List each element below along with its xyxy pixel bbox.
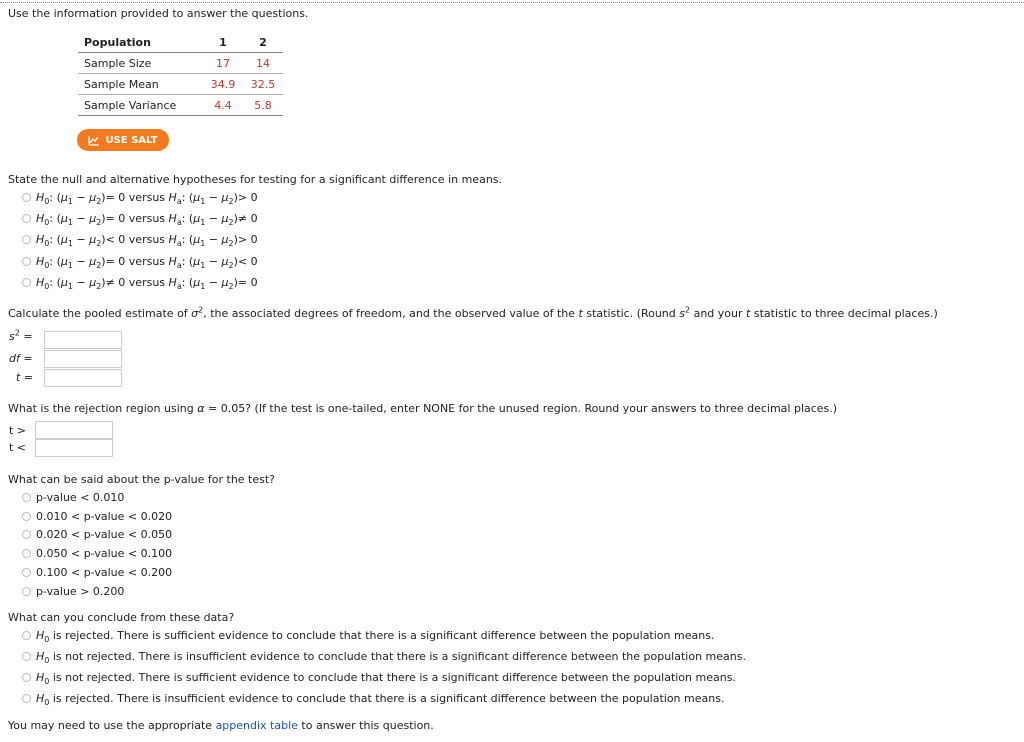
radio-button[interactable]	[22, 214, 31, 223]
table-header: 1	[203, 32, 243, 53]
radio-button[interactable]	[22, 652, 31, 661]
ha-relation: > 0	[237, 233, 258, 246]
versus-word: versus	[128, 191, 166, 204]
conclusion-option[interactable]: $H_0$ is rejected. There is sufficient evidence to conclude that there is a significant difference between the population means.	[22, 629, 714, 642]
radio-button[interactable]	[22, 512, 31, 521]
df-label: df =	[9, 352, 33, 365]
radio-button[interactable]	[22, 694, 31, 703]
cell-value: 32.5	[243, 74, 283, 95]
cell-value: 14	[243, 53, 283, 74]
p-value-option-label: 0.010 < p-value < 0.020	[36, 510, 173, 523]
t-label: t =	[16, 371, 34, 384]
cell-value: 5.8	[243, 95, 283, 116]
p-value-option[interactable]	[22, 547, 172, 560]
radio-button[interactable]	[22, 257, 31, 266]
cell-value: 4.4	[203, 95, 243, 116]
conclusion-option-label: is not rejected. There is insufficient evidence to conclude that there is a significant difference between the population means.	[52, 650, 746, 663]
ha-relation: < 0	[237, 255, 258, 268]
p-value-option[interactable]	[22, 491, 124, 504]
p-value-option[interactable]	[22, 528, 172, 541]
chart-icon	[88, 135, 100, 146]
p-value-option-label: p-value < 0.010	[36, 491, 125, 504]
h0-relation: = 0	[105, 255, 126, 268]
ha-relation: > 0	[237, 191, 258, 204]
hypothesis-option[interactable]: $H_0$: $(\mu_1 - \mu_2)$ = 0 versus $H_a$: $(\mu_1 - \mu_2)$ ≠ 0	[22, 212, 258, 225]
p-value-option-label: 0.020 < p-value < 0.050	[36, 528, 173, 541]
conclusion-option[interactable]: $H_0$ is rejected. There is insufficient evidence to conclude that there is a significant difference between the population means.	[22, 692, 724, 705]
top-divider	[0, 2, 1024, 3]
q4-prompt: What can be said about the p-value for the test?	[8, 473, 276, 486]
table-header: Population	[78, 32, 203, 53]
cell-value: 34.9	[203, 74, 243, 95]
table-row	[78, 95, 283, 116]
p-value-option-label: 0.050 < p-value < 0.100	[36, 547, 173, 560]
hypothesis-option[interactable]: $H_0$: $(\mu_1 - \mu_2)$ < 0 versus $H_a$: $(\mu_1 - \mu_2)$ > 0	[22, 233, 258, 246]
q2-prompt: Calculate the pooled estimate of $\sigma^2$, the associated degrees of freedom, and the observed value of the t statistic. (Round $s^2$ and your t statistic to three decimal places.)	[8, 305, 938, 320]
row-label: Sample Mean	[78, 74, 203, 95]
p-value-option-label: 0.100 < p-value < 0.200	[36, 566, 173, 579]
h0-relation: = 0	[105, 212, 126, 225]
radio-button[interactable]	[22, 587, 31, 596]
versus-word: versus	[128, 233, 166, 246]
ha-relation: ≠ 0	[237, 212, 258, 225]
versus-word: versus	[128, 276, 166, 289]
radio-button[interactable]	[22, 673, 31, 682]
p-value-option[interactable]	[22, 510, 172, 523]
q1-prompt: State the null and alternative hypotheses for testing for a significant difference in means.	[8, 173, 503, 186]
t-greater-label: t >	[9, 424, 27, 437]
versus-word: versus	[128, 212, 166, 225]
row-label: Sample Size	[78, 53, 203, 74]
p-value-option-label: p-value > 0.200	[36, 585, 125, 598]
appendix-table-link[interactable]: appendix table	[215, 719, 298, 732]
ha-relation: = 0	[237, 276, 258, 289]
table-row	[78, 53, 283, 74]
df-input[interactable]	[44, 350, 122, 368]
h0-relation: = 0	[105, 191, 126, 204]
h0-relation: ≠ 0	[105, 276, 126, 289]
p-value-option[interactable]	[22, 566, 172, 579]
table-header-row	[78, 32, 283, 53]
table-header: 2	[243, 32, 283, 53]
radio-button[interactable]	[22, 235, 31, 244]
q5-prompt: What can you conclude from these data?	[8, 611, 235, 624]
conclusion-option[interactable]: $H_0$ is not rejected. There is sufficient evidence to conclude that there is a significant difference between the population means.	[22, 671, 736, 684]
h0-relation: < 0	[105, 233, 126, 246]
intro-text: Use the information provided to answer the questions.	[8, 7, 309, 20]
conclusion-option-label: is rejected. There is insufficient evidence to conclude that there is a significant difference between the population means.	[52, 692, 725, 705]
radio-button[interactable]	[22, 568, 31, 577]
hypothesis-option[interactable]: $H_0$: $(\mu_1 - \mu_2)$ = 0 versus $H_a$: $(\mu_1 - \mu_2)$ < 0	[22, 255, 258, 268]
table-row	[78, 74, 283, 95]
versus-word: versus	[128, 255, 166, 268]
hypothesis-option[interactable]: $H_0$: $(\mu_1 - \mu_2)$ ≠ 0 versus $H_a$: $(\mu_1 - \mu_2)$ = 0	[22, 276, 258, 289]
t-greater-input[interactable]	[35, 421, 113, 439]
t-less-label: t <	[9, 441, 27, 454]
footer-note: You may need to use the appropriate appendix table to answer this question.	[8, 719, 434, 732]
use-salt-label: USE SALT	[105, 134, 158, 146]
conclusion-option-label: is not rejected. There is sufficient evidence to conclude that there is a significant difference between the population means.	[52, 671, 736, 684]
row-label: Sample Variance	[78, 95, 203, 116]
t-input[interactable]	[44, 369, 122, 387]
population-table	[78, 32, 283, 116]
q3-prompt: What is the rejection region using α = 0.05? (If the test is one-tailed, enter NONE for the unused region. Round your answers to three decimal places.)	[8, 402, 838, 415]
radio-button[interactable]	[22, 631, 31, 640]
p-value-option[interactable]	[22, 585, 124, 598]
cell-value: 17	[203, 53, 243, 74]
radio-button[interactable]	[22, 193, 31, 202]
radio-button[interactable]	[22, 278, 31, 287]
use-salt-button[interactable]	[77, 129, 169, 151]
radio-button[interactable]	[22, 493, 31, 502]
conclusion-option-label: is rejected. There is sufficient evidence to conclude that there is a significant difference between the population means.	[52, 629, 715, 642]
t-less-input[interactable]	[35, 439, 113, 457]
radio-button[interactable]	[22, 530, 31, 539]
radio-button[interactable]	[22, 549, 31, 558]
conclusion-option[interactable]: $H_0$ is not rejected. There is insufficient evidence to conclude that there is a significant difference between the population means.	[22, 650, 746, 663]
s2-label: $s^2$ =	[9, 328, 33, 343]
hypothesis-option[interactable]: $H_0$: $(\mu_1 - \mu_2)$ = 0 versus $H_a$: $(\mu_1 - \mu_2)$ > 0	[22, 191, 258, 204]
s2-input[interactable]	[44, 331, 122, 349]
